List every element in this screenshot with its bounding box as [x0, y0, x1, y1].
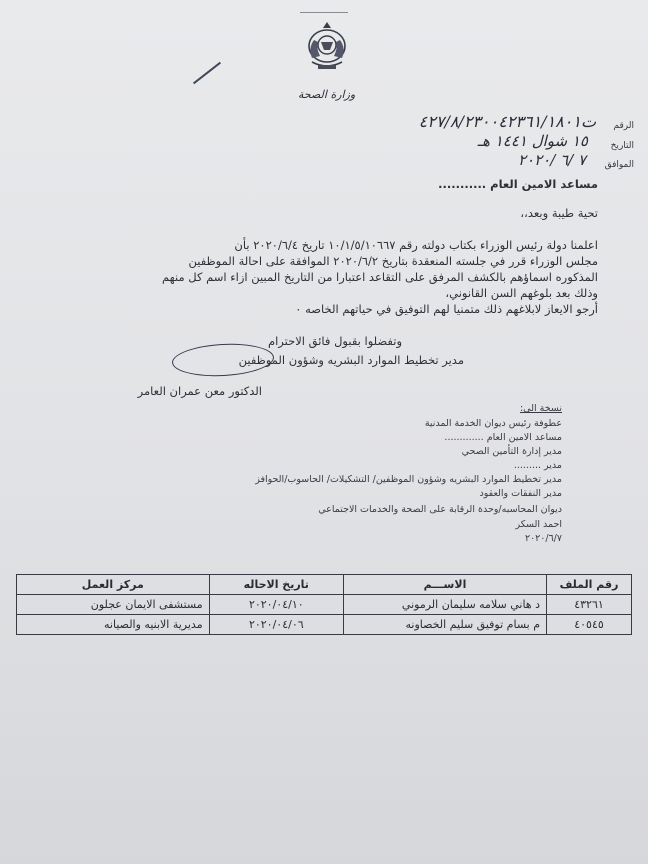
col-header-name: الاســـم — [344, 575, 547, 595]
ref-date-value: ١٥ شوال ١٤٤١ هـ — [477, 132, 588, 150]
ministry-name: وزارة الصحة — [298, 88, 356, 101]
pen-stroke-mark — [193, 62, 221, 85]
table-row — [17, 615, 632, 635]
cell-referral-date: ٢٠٢٠/٠٤/١٠ — [209, 595, 343, 615]
copies-date: ٢٠٢٠/٦/٧ — [524, 533, 562, 544]
col-header-workplace: مركز العمل — [17, 575, 210, 595]
cell-file-number: ٤٠٥٤٥ — [547, 615, 632, 635]
copies-line: ديوان المحاسبه/وحدة الرقابة على الصحة والخدمات الاجتماعي — [318, 504, 562, 515]
copies-line: مدير إدارة التأمين الصحي — [461, 446, 562, 457]
body-line-2: مجلس الوزراء قرر في جلسته المنعقدة بتاريخ ٢٠٢٠/٦/٢ الموافقة على احالة الموظفين — [188, 254, 598, 268]
handwritten-oval-mark — [171, 341, 275, 378]
cell-referral-date: ٢٠٢٠/٠٤/٠٦ — [209, 615, 343, 635]
cell-file-number: ٤٣٢٦١ — [547, 595, 632, 615]
closing: وتفضلوا بقبول فائق الاحترام — [267, 334, 402, 348]
greeting: تحية طيبة وبعد،، — [520, 206, 598, 220]
copies-line: مساعد الامين العام ............. — [444, 432, 562, 443]
ref-date-label: التاريخ — [610, 141, 634, 151]
table-header-row — [17, 575, 632, 595]
ref-number-label: الرقم — [613, 121, 634, 131]
signer-title: مدير تخطيط الموارد البشريه وشؤون الموظفين — [238, 353, 464, 367]
signer-name: الدكتور معن عمران العامر — [137, 384, 262, 398]
col-header-referral-date: تاريخ الاحاله — [209, 575, 343, 595]
header-rule — [300, 12, 348, 13]
cell-workplace: مستشفى الايمان عجلون — [17, 595, 210, 615]
copies-line: مدير تخطيط الموارد البشريه وشؤون الموظفين/ التشكيلات/ الحاسوب/الحوافز — [255, 474, 562, 485]
col-header-file-number: رقم الملف — [547, 575, 632, 595]
addressee: مساعد الامين العام ........... — [438, 177, 598, 191]
table-row — [17, 595, 632, 615]
copies-line: مدير النفقات والعقود — [479, 488, 562, 499]
ref-corresponding-label: الموافق — [604, 160, 634, 170]
copies-line: مدير ......... — [513, 460, 562, 471]
jordan-coat-of-arms-icon — [302, 18, 352, 76]
body-line-5: أرجو الايعاز لابلاغهم ذلك متمنيا لهم التوفيق في حياتهم الخاصه ٠ — [295, 302, 598, 316]
body-line-4: وذلك بعد بلوغهم السن القانوني، — [445, 286, 598, 300]
cell-workplace: مديرية الابنيه والصيانه — [17, 615, 210, 635]
retirees-table — [16, 574, 632, 635]
ref-number-value: ت٤٢٧/٨/٢٣٠٠٤٢٣٦١/١٨٠١ — [418, 112, 596, 131]
body-line-1: اعلمنا دولة رئيس الوزراء بكتاب دولته رقم ١٠/١/٥/١٠٦٦٧ تاريخ ٢٠٢٠/٦/٤ بأن — [234, 238, 598, 252]
copies-line: عطوفة رئيس ديوان الخدمة المدنية — [424, 418, 562, 429]
cell-name: م بسام توفيق سليم الخصاونه — [344, 615, 547, 635]
body-line-3: المذكوره اسماؤهم بالكشف المرفق على التقاعد اعتبارا من التاريخ المبين ازاء اسم كل منهم — [162, 270, 598, 284]
ref-corresponding-value: ٧ /٦ /٢٠٢٠ — [517, 151, 586, 169]
copies-heading: نسخة الى: — [519, 403, 562, 414]
copies-line: احمد السكر — [515, 519, 562, 530]
cell-name: د هاني سلامه سليمان الرموني — [344, 595, 547, 615]
